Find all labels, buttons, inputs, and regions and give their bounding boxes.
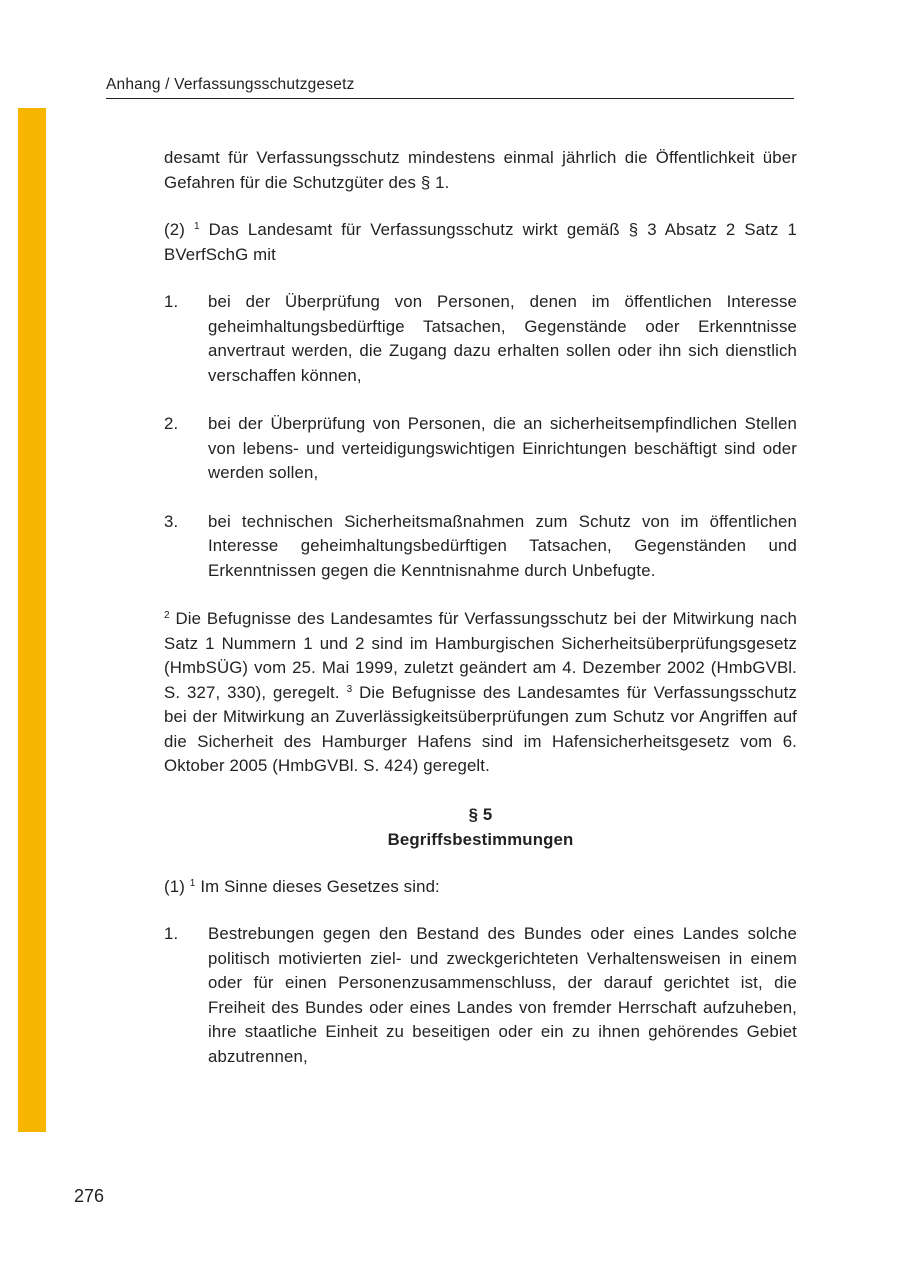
section-title: Begriffsbestimmungen bbox=[387, 829, 574, 849]
page-number: 276 bbox=[74, 1186, 105, 1206]
sentence-number: 3 bbox=[346, 683, 353, 695]
page-body bbox=[164, 146, 797, 1093]
list-item-number: 1. bbox=[164, 292, 179, 311]
paragraph-2 bbox=[164, 218, 797, 267]
paragraph-label: (2) bbox=[164, 220, 185, 239]
list-item bbox=[164, 412, 797, 486]
section-heading bbox=[164, 802, 797, 852]
intro-paragraph: desamt für Verfassungsschutz mindestens einmal jährlich die Öffentlichkeit über Gefahren für die Schutzgüter des § 1. bbox=[164, 148, 797, 192]
sentence-text: Die Befugnisse des Landesamtes für Verfassungsschutz bei der Mitwirkung an Zuverlässigkeitsüberprüfungen zum Schutz vor Angriffen auf die Sicherheit des Hamburger Hafens sind im Hafensicherheitsgesetz vom 6. Oktober 2005 (HmbGVBl. S. 424) geregelt. bbox=[164, 682, 798, 775]
list-item bbox=[164, 922, 797, 1069]
paragraph-text: Das Landesamt für Verfassungsschutz wirkt gemäß § 3 Absatz 2 Satz 1 BVerfSchG mit bbox=[164, 220, 797, 264]
paragraph-label: (1) bbox=[164, 876, 185, 896]
list-item-text: bei technischen Sicherheitsmaßnahmen zum Schutz von im öffentlichen Interesse geheimhaltungsbedürftigen Tatsachen, Gegenständen und Erkenntnissen gegen die Kenntnisnahme durch Unbefugte. bbox=[208, 511, 797, 580]
paragraph-text: Im Sinne dieses Gesetzes sind: bbox=[200, 876, 440, 896]
list-item bbox=[164, 290, 797, 388]
sentence-number: 2 bbox=[164, 610, 170, 621]
list-item-number: 2. bbox=[164, 414, 179, 433]
sentence-number: 1 bbox=[193, 221, 200, 232]
running-header-title: Anhang / Verfassungsschutzgesetz bbox=[106, 76, 355, 93]
section-5-paragraph-1 bbox=[164, 875, 797, 900]
section-number: § 5 bbox=[468, 804, 493, 824]
list-item-number: 3. bbox=[164, 511, 179, 531]
paragraph-sentences-2-3 bbox=[164, 607, 797, 779]
list-item-text: Bestrebungen gegen den Bestand des Bundes oder eines Landes solche politisch motivierten ziel- und zweckgerichteten Verhaltensweisen in einem oder für einen Personenzusammenschluss, der darauf gerichtet ist, die Freiheit des Bundes oder eines Landes von fremder Herrschaft aufzuheben, ihre staatliche Einheit zu beseitigen oder ein zu ihnen gehörendes Gebiet abzutrennen, bbox=[208, 924, 797, 1066]
list-item-text: bei der Überprüfung von Personen, denen im öffentlichen Interesse geheimhaltungsbedürftige Tatsachen, Gegenstände oder Erkenntnisse anvertraut werden, die Zugang dazu erhalten sollen oder ihn sich dienstlich verschaffen können, bbox=[208, 292, 797, 385]
list-item-text: bei der Überprüfung von Personen, die an sicherheitsempfindlichen Stellen von lebens- und verteidigungswichtigen Einrichtungen beschäftigt sind oder werden sollen, bbox=[208, 414, 797, 482]
margin-color-bar bbox=[18, 108, 46, 1132]
list-item bbox=[164, 510, 797, 584]
running-header bbox=[106, 76, 794, 99]
sentence-number: 1 bbox=[189, 877, 196, 889]
sentence-text: Die Befugnisse des Landesamtes für Verfassungsschutz bei der Mitwirkung nach Satz 1 Nummern 1 und 2 sind im Hamburgischen Sicherheitsüberprüfungsgesetz (HmbSÜG) vom 25. Mai 1999, zuletzt geändert am 4. Dezember 2002 (HmbGVBl. S. 327, 330), geregelt. bbox=[164, 609, 797, 702]
list-item-number: 1. bbox=[164, 924, 179, 943]
